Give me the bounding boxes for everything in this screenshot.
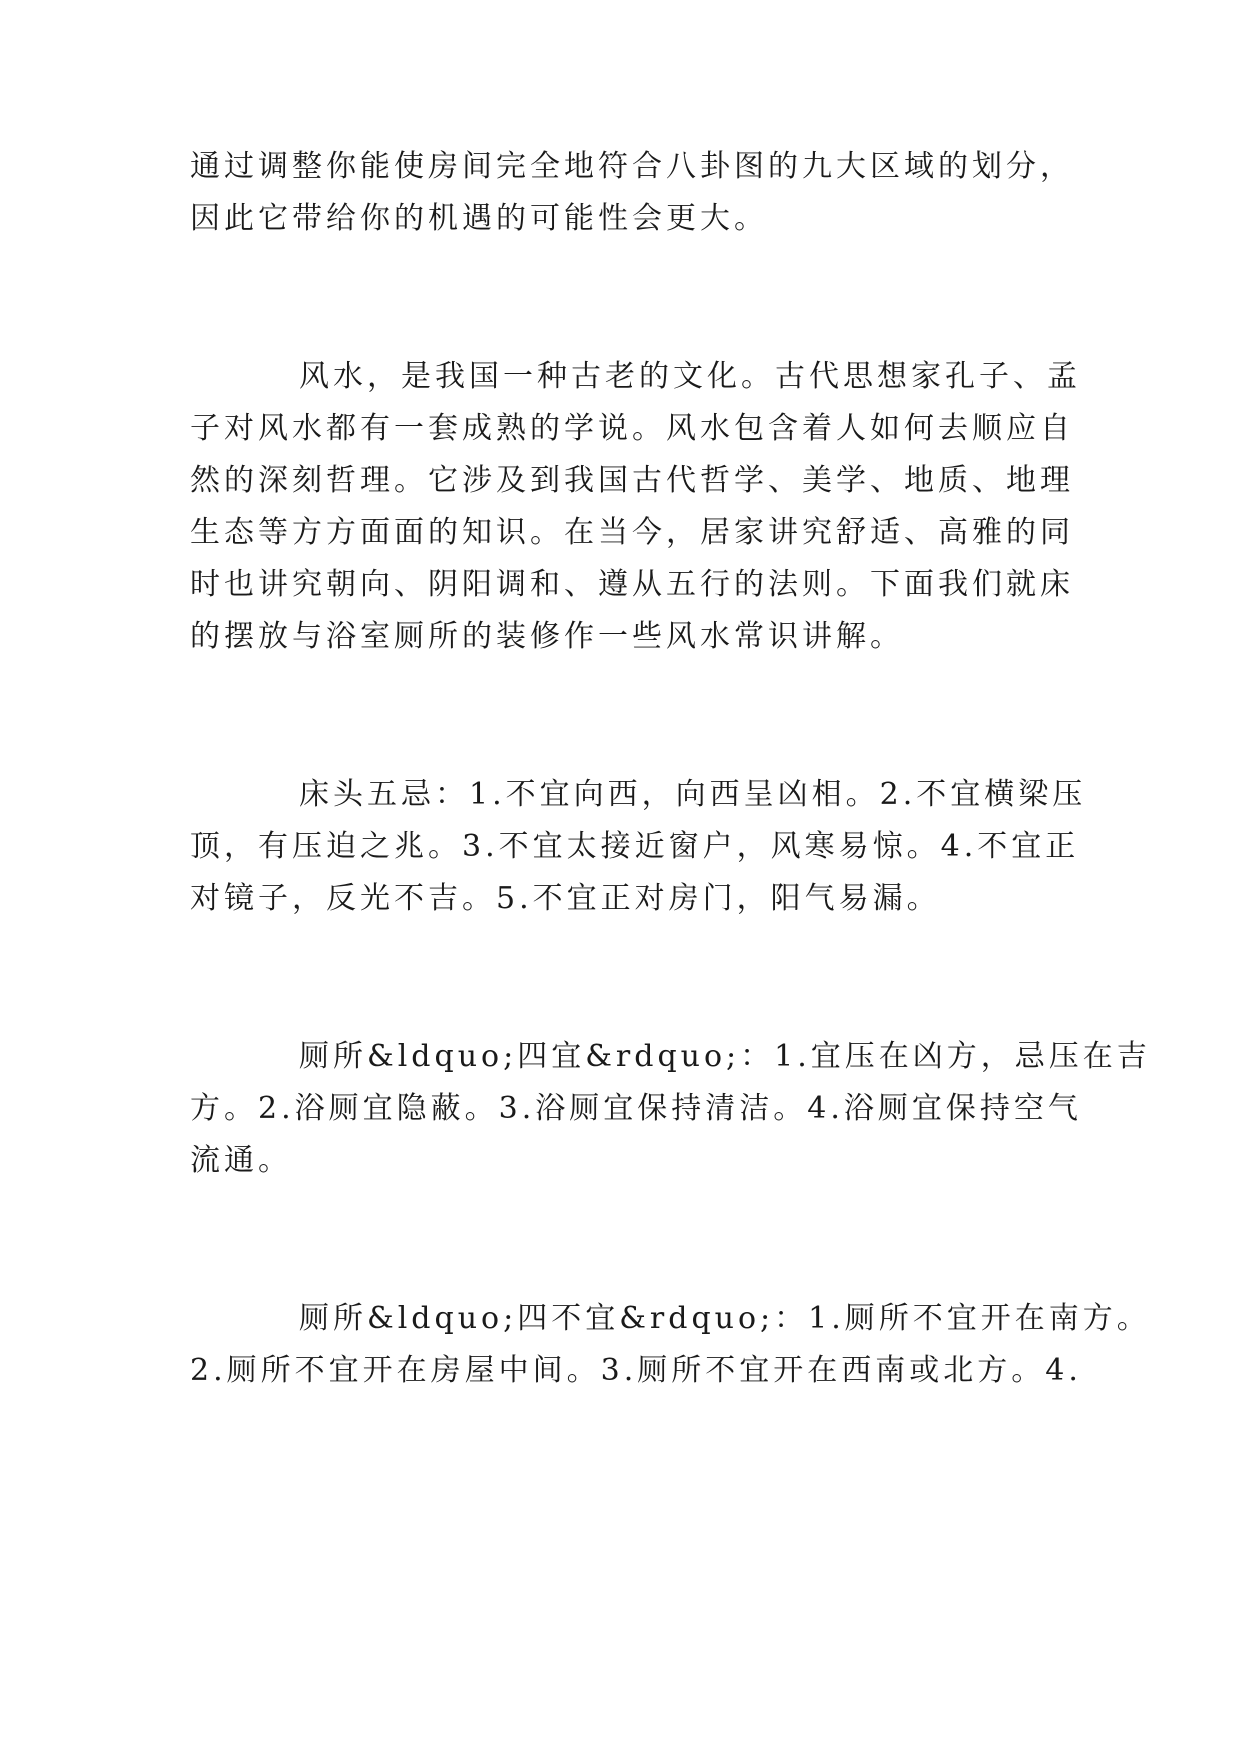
paragraph-3-line-3: 对镜子，反光不吉。5.不宜正对房门，阳气易漏。	[190, 881, 941, 916]
paragraph-2-line-2: 子对风水都有一套成熟的学说。风水包含着人如何去顺应自	[190, 411, 1074, 446]
paragraph-2-line-5: 时也讲究朝向、阴阳调和、遵从五行的法则。下面我们就床	[190, 567, 1074, 602]
paragraph-1-line-2: 因此它带给你的机遇的可能性会更大。	[190, 201, 768, 236]
paragraph-3-line-1: 床头五忌：1.不宜向西，向西呈凶相。2.不宜横梁压	[299, 777, 1087, 812]
paragraph-1-line-1: 通过调整你能使房间完全地符合八卦图的九大区域的划分，	[190, 149, 1074, 184]
paragraph-2-line-4: 生态等方方面面的知识。在当今，居家讲究舒适、高雅的同	[190, 515, 1074, 550]
paragraph-3-line-2: 顶，有压迫之兆。3.不宜太接近窗户，风寒易惊。4.不宜正	[190, 829, 1080, 864]
paragraph-2-line-6: 的摆放与浴室厕所的装修作一些风水常识讲解。	[190, 619, 904, 654]
paragraph-2-line-1: 风水，是我国一种古老的文化。古代思想家孔子、孟	[299, 359, 1081, 394]
paragraph-5-line-2: 2.厕所不宜开在房屋中间。3.厕所不宜开在西南或北方。4.	[190, 1353, 1082, 1388]
paragraph-2-line-3: 然的深刻哲理。它涉及到我国古代哲学、美学、地质、地理	[190, 463, 1074, 498]
paragraph-4-line-3: 流通。	[190, 1143, 292, 1178]
paragraph-4-line-1: 厕所&ldquo;四宜&rdquo;：1.宜压在凶方，忌压在吉	[299, 1039, 1151, 1074]
paragraph-5-line-1: 厕所&ldquo;四不宜&rdquo;：1.厕所不宜开在南方。	[299, 1301, 1151, 1336]
paragraph-4-line-2: 方。2.浴厕宜隐蔽。3.浴厕宜保持清洁。4.浴厕宜保持空气	[190, 1091, 1082, 1126]
